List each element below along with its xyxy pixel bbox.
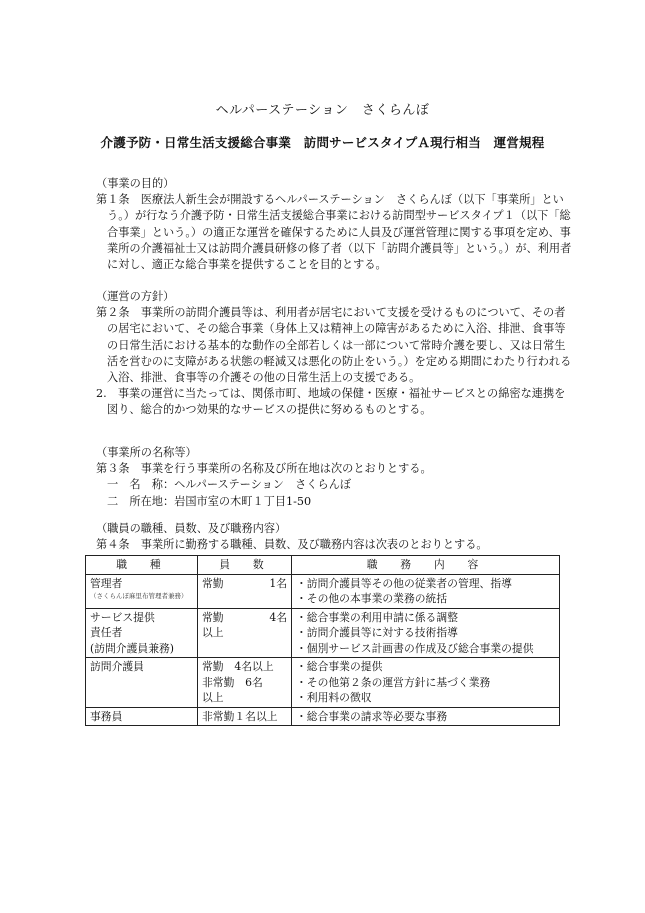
- table-row: [86, 658, 560, 708]
- count-parttime: 非常勤 6名: [202, 675, 263, 689]
- role-name: 訪問介護員: [90, 660, 144, 673]
- role-name: サービス提供: [90, 610, 155, 624]
- duty-item: ・総合事業の利用申請に係る調整: [296, 610, 458, 624]
- section-name: [96, 445, 574, 510]
- count-value: 4名: [269, 610, 287, 624]
- duty-item: ・個別サービス計画書の作成及び総合事業の提供: [296, 641, 534, 655]
- section-heading: （事業の目的）: [96, 177, 175, 190]
- office-name: 一 名 称：ヘルパーステーション さくらんぼ: [107, 478, 352, 492]
- duty-item: ・総合事業の請求等必要な事務: [296, 709, 448, 723]
- article-2-clause-2: 2. 事業の運営に当たっては、関係市町、地域の保健・医療・福祉サービスとの綿密な連携を図り、総合的かつ効果的なサービスの提供に努めるものとする。: [96, 387, 566, 417]
- count-type: 常勤: [202, 610, 224, 624]
- duty-item: ・その他の本事業の業務の統括: [296, 592, 448, 605]
- section-heading: （職員の職種、員数、及び職務内容）: [96, 522, 287, 535]
- count-type: 常勤: [202, 576, 224, 590]
- table-row: [86, 574, 560, 608]
- table-row: [86, 707, 560, 726]
- document-title: ヘルパーステーション さくらんぼ: [215, 103, 430, 118]
- section-staff: [96, 521, 574, 553]
- header-count: 員 数: [198, 556, 292, 575]
- article-1: 第１条 医療法人新生会が開設するヘルパーステーション さくらんぼ（以下「事業所」という。）が行なう介護予防・日常生活支援総合事業における訪問型サービスタイプ１（以下「総合事業」という。）の適正な運営を確保するために人員及び運営管理に関する事項を定め、事業所の介護福祉士又は訪問介護員研修の修了者（以下「訪問介護員等」という。）が、利用者に対し、適正な総合事業を提供することを目的とする。: [96, 193, 572, 272]
- header-role: 職 種: [86, 556, 198, 575]
- role-name: 事務員: [90, 709, 123, 723]
- office-address: 二 所在地：岩国市室の木町１丁目1-50: [107, 494, 312, 508]
- table-row: [86, 608, 560, 658]
- duty-item: ・利用料の徴収: [296, 691, 372, 704]
- count-parttime: 非常勤１名以上: [202, 709, 278, 723]
- section-purpose: [96, 176, 574, 273]
- duty-item: ・その他第２条の運営方針に基づく業務: [296, 675, 491, 689]
- staff-table: [85, 555, 560, 726]
- count-suffix: 以上: [202, 691, 224, 704]
- role-name: 管理者: [90, 576, 123, 590]
- header-duties: 職 務 内 容: [292, 556, 560, 575]
- article-2: 第２条 事業所の訪問介護員等は、利用者が居宅において支援を受けるものについて、その者の居宅において、その総合事業（身体上又は精神上の障害があるために入浴、排泄、食事等の日常生活における基本的な動作の全部若しくは一部について常時介護を要し、又は日常生活を営むのに支障がある状態の軽減又は悪化の防止をいう。）を定める期間にわたり行われる入浴、排泄、食事等の介護その他の日常生活上の支援である。: [96, 306, 572, 385]
- article-4: 第４条 事業所に勤務する職種、員数、及び職務内容は次表のとおりとする。: [96, 538, 488, 552]
- role-note: （さくらんぼ麻里布管理者兼務）: [90, 592, 188, 600]
- role-note: (訪問介護員兼務): [90, 641, 175, 655]
- role-name-line2: 責任者: [90, 626, 123, 639]
- section-heading: （事業所の名称等）: [96, 446, 197, 459]
- section-heading: （運営の方針）: [96, 290, 175, 303]
- count-fulltime: 常勤 4名以上: [202, 660, 274, 673]
- section-policy: [96, 289, 574, 419]
- article-3: 第３条 事業を行う事業所の名称及び所在地は次のとおりとする。: [96, 462, 432, 476]
- document-subtitle: 介護予防・日常生活支援総合事業 訪問サービスタイプＡ現行相当 運営規程: [100, 135, 545, 150]
- duty-item: ・総合事業の提供: [296, 660, 383, 673]
- duty-item: ・訪問介護員等に対する技術指導: [296, 626, 458, 639]
- duty-item: ・訪問介護員等その他の従業者の管理、指導: [296, 576, 512, 590]
- count-suffix: 以上: [202, 626, 224, 639]
- count-value: 1名: [269, 576, 287, 590]
- table-header-row: [86, 556, 560, 575]
